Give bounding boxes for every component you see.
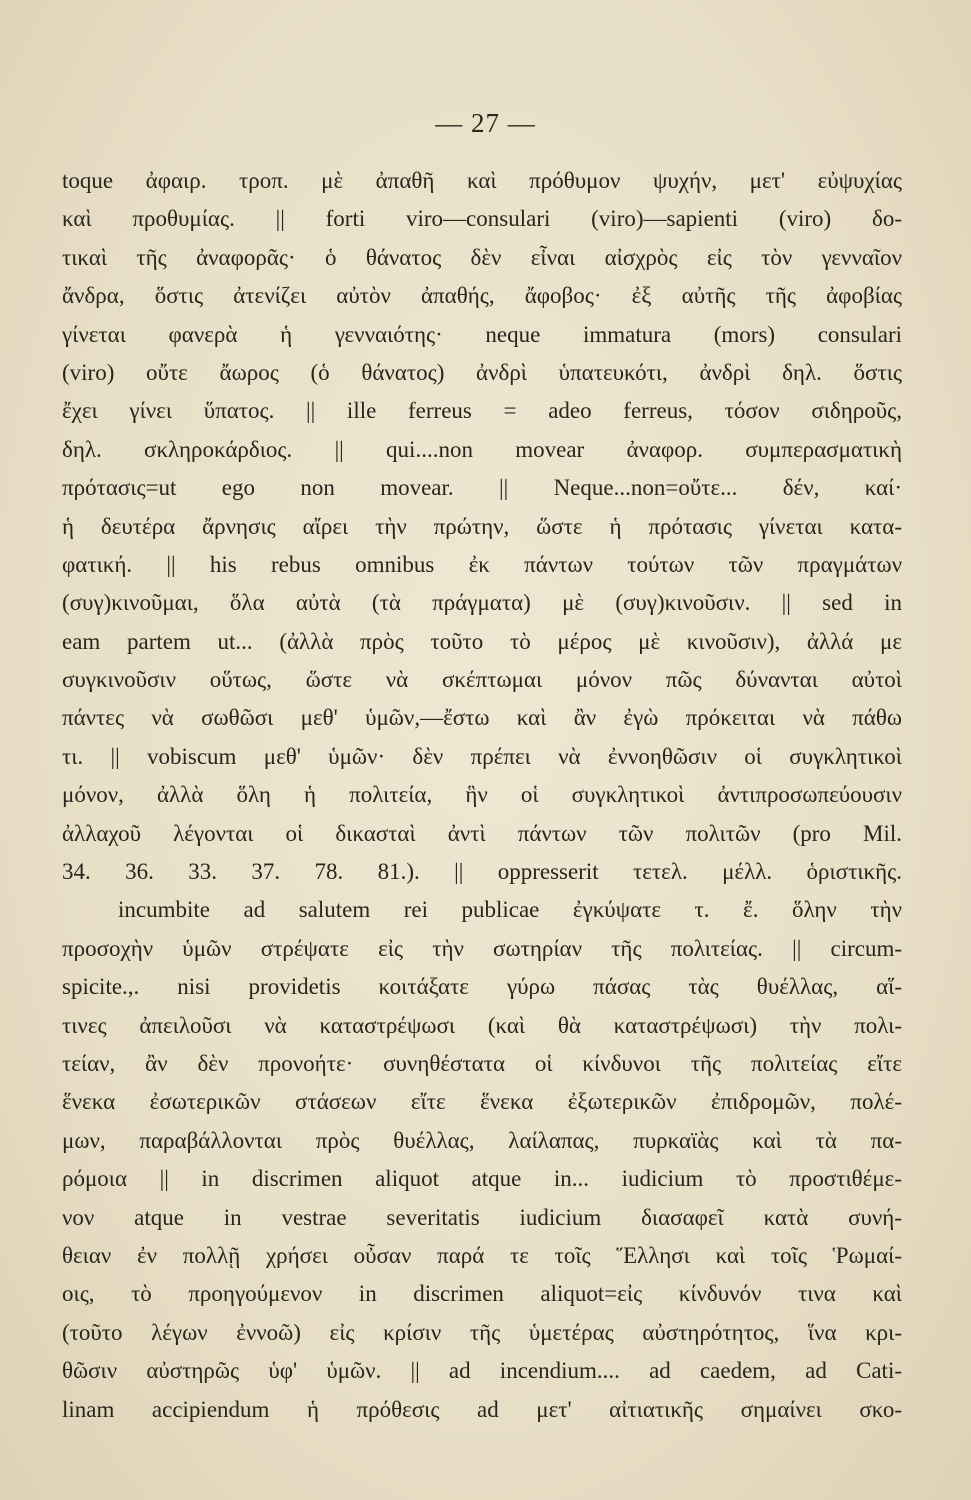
text-line: toque ἀφαιρ. τροπ. μὲ ἀπαθῆ καὶ πρόθυμον ψυχήν, μετ' εὐψυχίας [62, 168, 902, 193]
text-line: νον atque in vestrae severitatis iudicium διασαφεῖ κατὰ συνή- [62, 1204, 902, 1230]
text-line: 34. 36. 33. 37. 78. 81.). || oppresserit τετελ. μέλλ. ὁριστικῆς. [62, 859, 902, 885]
text-line: ἡ δευτέρα ἄρνησις αἴρει τὴν πρώτην, ὥστε ἡ πρότασις γίνεται κατα- [62, 513, 902, 539]
text-line: incumbite ad salutem rei publicae ἐγκύψατε τ. ἔ. ὅλην τὴν [118, 897, 902, 923]
text-line: (συγ)κινοῦμαι, ὅλα αὐτὰ (τὰ πράγματα) μὲ (συγ)κινοῦσιν. || sed in [62, 590, 902, 616]
text-line: καὶ προθυμίας. || forti viro—consulari (viro)—sapienti (viro) δο- [62, 206, 902, 232]
text-line: φατική. || his rebus omnibus ἐκ πάντων τούτων τῶν πραγμάτων [62, 551, 902, 577]
text-line: ἔχει γίνει ὕπατος. || ille ferreus = adeo ferreus, τόσον σιδηροῦς, [62, 398, 902, 424]
text-line: οις, τὸ προηγούμενον in discrimen aliquot=εἰς κίνδυνόν τινα καὶ [62, 1281, 902, 1307]
text-line: ἀλλαχοῦ λέγονται οἱ δικασταὶ ἀντὶ πάντων τῶν πολιτῶν (pro Mil. [62, 820, 902, 846]
text-line: spicite.,. nisi providetis κοιτάξατε γύρω πάσας τὰς θυέλλας, αἵ- [62, 974, 902, 1000]
text-line: ἄνδρα, ὅστις ἀτενίζει αὐτὸν ἀπαθής, ἄφοβος· ἐξ αὐτῆς τῆς ἀφοβίας [62, 283, 902, 309]
text-line: μων, παραβάλλονται πρὸς θυέλλας, λαίλαπας, πυρκαϊὰς καὶ τὰ πα- [62, 1127, 902, 1153]
text-line: ρόμοια || in discrimen aliquot atque in... iudicium τὸ προστιθέμε- [62, 1166, 902, 1192]
text-line: ἕνεκα ἐσωτερικῶν στάσεων εἴτε ἕνεκα ἐξωτερικῶν ἐπιδρομῶν, πολέ- [62, 1089, 902, 1115]
text-line: δηλ. σκληροκάρδιος. || qui....non movear ἀναφορ. συμπερασματικὴ [62, 436, 902, 462]
text-line: linam accipiendum ἡ πρόθεσις ad μετ' αἰτιατικῆς σημαίνει σκο- [62, 1396, 902, 1422]
text-line: (τοῦτο λέγων ἐννοῶ) εἰς κρίσιν τῆς ὑμετέρας αὐστηρότητος, ἵνα κρι- [62, 1319, 902, 1345]
text-line: eam partem ut... (ἀλλὰ πρὸς τοῦτο τὸ μέρος μὲ κινοῦσιν), ἀλλά με [62, 628, 902, 654]
page-number: — 27 — [435, 108, 536, 138]
text-line: πάντες νὰ σωθῶσι μεθ' ὑμῶν,—ἔστω καὶ ἂν ἐγὼ πρόκειται νὰ πάθω [62, 705, 902, 731]
text-line: προσοχὴν ὑμῶν στρέψατε εἰς τὴν σωτηρίαν τῆς πολιτείας. || circum- [62, 935, 902, 961]
commentary-text [62, 162, 902, 1429]
text-line: συγκινοῦσιν οὕτως, ὥστε νὰ σκέπτωμαι μόνον πῶς δύνανται αὐτοὶ [62, 667, 902, 693]
text-line: (viro) οὔτε ἄωρος (ὁ θάνατος) ἀνδρὶ ὑπατευκότι, ἀνδρὶ δηλ. ὅστις [62, 359, 902, 385]
text-line: τικαὶ τῆς ἀναφορᾶς· ὁ θάνατος δὲν εἶναι αἰσχρὸς εἰς τὸν γενναῖον [62, 244, 902, 270]
text-line: τείαν, ἂν δὲν προνοήτε· συνηθέστατα οἱ κίνδυνοι τῆς πολιτείας εἴτε [62, 1050, 902, 1076]
text-line: πρότασις=ut ego non movear. || Neque...non=οὔτε... δέν, καί· [62, 475, 902, 501]
text-line: μόνον, ἀλλὰ ὅλη ἡ πολιτεία, ἣν οἱ συγκλητικοὶ ἀντιπροσωπεύουσιν [62, 782, 902, 808]
text-line: τινες ἀπειλοῦσι νὰ καταστρέψωσι (καὶ θὰ καταστρέψωσι) τὴν πολι- [62, 1012, 902, 1038]
text-line: θῶσιν αὐστηρῶς ὑφ' ὑμῶν. || ad incendium.... ad caedem, ad Cati- [62, 1358, 902, 1384]
text-line: θειαν ἐν πολλῇ χρήσει οὖσαν παρά τε τοῖς Ἕλλησι καὶ τοῖς Ῥωμαί- [62, 1242, 902, 1268]
text-line: γίνεται φανερὰ ἡ γενναιότης· neque immatura (mors) consulari [62, 321, 902, 347]
text-line: τι. || vobiscum μεθ' ὑμῶν· δὲν πρέπει νὰ ἐννοηθῶσιν οἱ συγκλητικοὶ [62, 743, 902, 769]
